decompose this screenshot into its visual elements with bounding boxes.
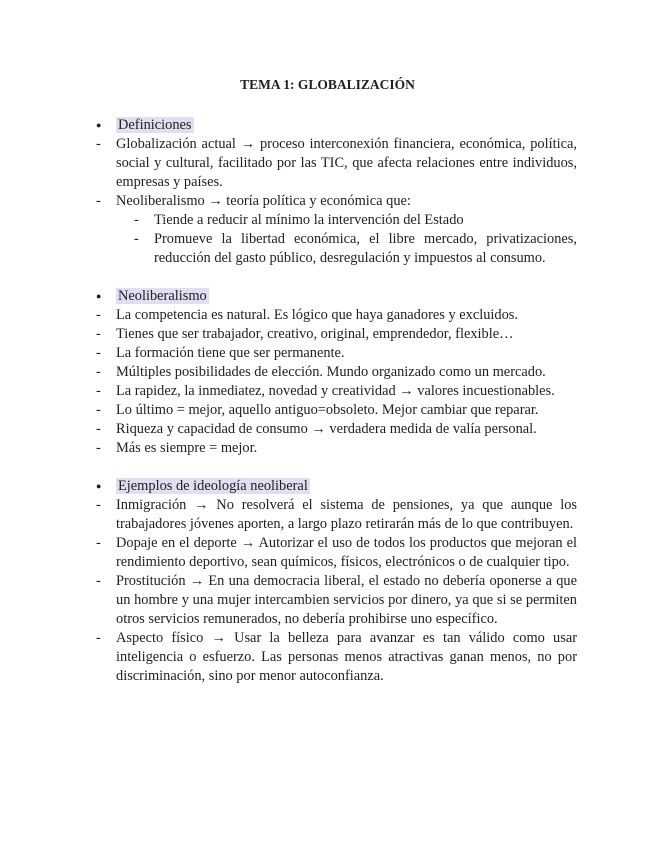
dash-icon: - [96, 345, 101, 361]
dash-icon: - [96, 497, 101, 513]
list-item [96, 572, 577, 629]
dash-icon: - [96, 326, 101, 342]
list-item [96, 439, 577, 458]
list-item [96, 382, 577, 401]
sub-list-item [96, 211, 577, 230]
list-item-text: Inmigración → No resolverá el sistema de pensiones, ya que aunque los trabajadores jóvenes aporten, a largo plazo retirarán más de lo que contribuyen. [116, 497, 577, 532]
list-item-text: Riqueza y capacidad de consumo → verdadera medida de valía personal. [116, 421, 537, 437]
list-item-text: La rapidez, la inmediatez, novedad y creatividad → valores incuestionables. [116, 383, 555, 399]
dash-icon: - [96, 573, 101, 589]
sub-item-text: Tiende a reducir al mínimo la intervención del Estado [154, 212, 464, 228]
list-item [96, 363, 577, 382]
list-item-text: Múltiples posibilidades de elección. Mundo organizado como un mercado. [116, 364, 546, 380]
list-item-text: Lo último = mejor, aquello antiguo=obsoleto. Mejor cambiar que reparar. [116, 402, 539, 418]
dash-icon: - [96, 307, 101, 323]
dash-icon: - [96, 630, 101, 646]
sub-list-item [96, 230, 577, 268]
bullet-icon: ● [96, 481, 102, 491]
dash-icon: - [96, 535, 101, 551]
list-item [96, 629, 577, 686]
heading-text: Neoliberalismo [118, 288, 207, 304]
dash-icon: - [96, 193, 101, 209]
section-heading [96, 287, 577, 306]
section-heading [96, 477, 577, 496]
dash-icon: - [96, 421, 101, 437]
section-heading [96, 116, 577, 135]
dash-icon: - [96, 364, 101, 380]
section-ejemplos [96, 477, 577, 686]
bullet-icon: ● [96, 120, 102, 130]
bullet-icon: ● [96, 291, 102, 301]
list-item-text: La competencia es natural. Es lógico que haya ganadores y excluidos. [116, 307, 518, 323]
sub-item-text: Promueve la libertad económica, el libre mercado, privatizaciones, reducción del gasto público, desregulación y impuestos al consumo. [154, 231, 577, 266]
section-neoliberalismo [96, 287, 577, 458]
dash-icon: - [134, 212, 139, 228]
list-item-text: Aspecto físico → Usar la belleza para avanzar es tan válido como usar inteligencia o esfuerzo. Las personas menos atractivas ganan menos, no por discriminación, sino por menor autoconfianza. [116, 630, 577, 684]
list-item [96, 344, 577, 363]
list-item [96, 401, 577, 420]
list-item [96, 192, 577, 211]
dash-icon: - [96, 136, 101, 152]
list-item [96, 325, 577, 344]
dash-icon: - [96, 440, 101, 456]
list-item-text: Neoliberalismo → teoría política y económica que: [116, 193, 411, 209]
list-item-text: La formación tiene que ser permanente. [116, 345, 345, 361]
document-content [96, 116, 577, 705]
list-item-text: Globalización actual → proceso interconexión financiera, económica, política, social y cultural, facilitado por las TIC, que afecta relaciones entre individuos, empresas y países. [116, 136, 577, 190]
list-item [96, 420, 577, 439]
list-item-text: Más es siempre = mejor. [116, 440, 258, 456]
dash-icon: - [96, 383, 101, 399]
list-item-text: Prostitución → En una democracia liberal, el estado no debería oponerse a que un hombre y una mujer intercambien servicios por dinero, ya que si se permiten otros servicios remunerados, no debería prohibirse uno específico. [116, 573, 577, 627]
list-item [96, 534, 577, 572]
list-item [96, 306, 577, 325]
dash-icon: - [134, 231, 139, 247]
section-definiciones [96, 116, 577, 268]
list-item [96, 496, 577, 534]
dash-icon: - [96, 402, 101, 418]
heading-text: Ejemplos de ideología neoliberal [118, 478, 308, 494]
list-item [96, 135, 577, 192]
page-title: TEMA 1: GLOBALIZACIÓN [240, 77, 415, 92]
list-item-text: Tienes que ser trabajador, creativo, original, emprendedor, flexible… [116, 326, 514, 342]
heading-text: Definiciones [118, 117, 192, 133]
list-item-text: Dopaje en el deporte → Autorizar el uso de todos los productos que mejoran el rendimiento deportivo, sean químicos, físicos, electrónicos o de cualquier tipo. [116, 535, 577, 570]
